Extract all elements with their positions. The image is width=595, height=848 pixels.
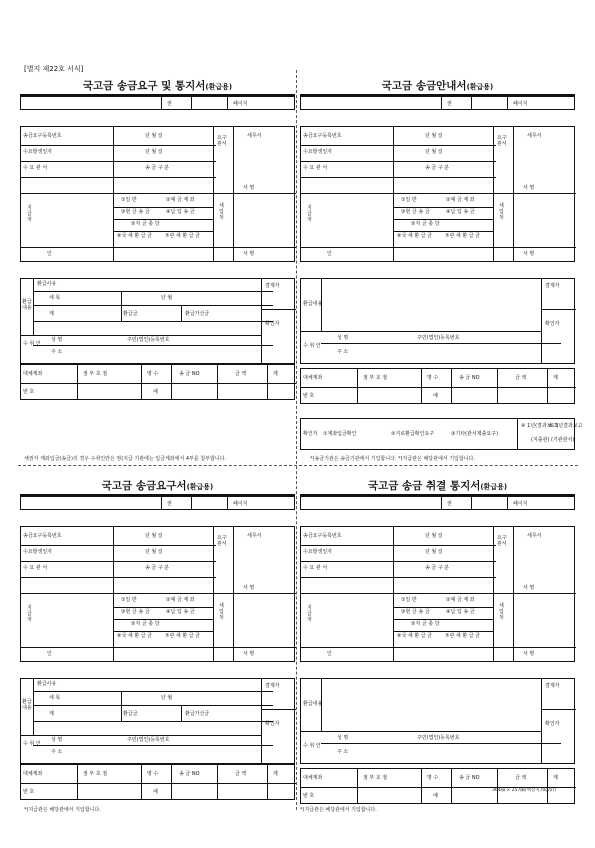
type-account: ②예 금 계 좌	[166, 197, 195, 203]
refund-item-label: 세 목	[49, 695, 61, 701]
dept-code-label: 수 요 관 서	[23, 565, 48, 571]
note-bottom-left: *(지급관은 해당관에서 기입합니다.	[24, 807, 101, 813]
bank-col-5: 계	[273, 371, 278, 377]
number-label: 번 호	[23, 789, 35, 795]
notice-option-5-sub: (기관관서)	[551, 437, 575, 443]
recipient-label: 수 취 인	[23, 741, 41, 747]
recipient-name-label: 성 명	[51, 337, 63, 343]
form-title-text: 국고금 송금요구 및 통지서	[82, 80, 206, 92]
bank-col-1: 점 부 호 점	[363, 775, 388, 781]
seal-label: 인	[327, 251, 332, 257]
type-deposit: ④납 입 송 금	[166, 209, 195, 215]
type-customs: ⑦관 세 환 급 금	[165, 233, 200, 239]
type-fund: ⑤자 금 충 당	[411, 221, 440, 227]
bank-col-3: 송 금 NO	[459, 375, 480, 381]
number-label: 번 호	[303, 393, 315, 399]
number-label: 번 호	[303, 793, 315, 799]
pay-place-label: 지 급 처	[27, 605, 32, 623]
recipient-label: 수 취 인	[303, 743, 321, 749]
bank-col-4: 금 액	[515, 775, 527, 781]
notice-option-3: ③기타(관서제출요구)	[451, 431, 499, 437]
sign-label: 서 명	[243, 585, 255, 591]
issue-date-label: 수요발생일자	[23, 149, 52, 155]
tax-office-label: 세무서	[527, 533, 542, 539]
type-deposit: ④납 입 송 금	[446, 209, 475, 215]
recipient-id-label: 주민(법인)등록번호	[127, 737, 170, 743]
type-customs: ⑦관 세 환 급 금	[165, 633, 200, 639]
bank-transfer-label: 대체계좌	[23, 371, 43, 377]
sender-kind-label: 송 금 구 분	[145, 565, 170, 571]
type-account: ②예 금 계 좌	[166, 597, 195, 603]
checker-label: 확인자	[545, 721, 560, 727]
refund-content-label: 환급내용	[303, 301, 323, 307]
type-national-tax: ⑥국 세 환 급 금	[117, 233, 152, 239]
form-title	[300, 78, 575, 93]
seal-label-2: 서 명	[243, 251, 255, 257]
notice-option-4-sub: (지출관)	[531, 437, 550, 443]
recipient-id-label: 주민(법인)등록번호	[417, 735, 460, 741]
note-bottom-right: *(지급관은 해당관에서 기입합니다.	[300, 807, 377, 813]
recipient-addr-label: 주 소	[337, 749, 349, 755]
recipient-label: 수 취 인	[23, 341, 41, 347]
sender-kind-label: 송 금 구 분	[145, 165, 170, 171]
bank-seal: 예	[433, 393, 438, 399]
income-place-label: 세 입 처	[499, 203, 504, 221]
date-value: 년 월 일	[145, 533, 163, 539]
refund-extra-label: 환급가산금	[185, 711, 210, 717]
volume-label: 권	[167, 101, 172, 107]
sign-label: 서 명	[243, 185, 255, 191]
tax-office-label: 세무서	[527, 133, 542, 139]
request-office-label: 요구관서	[217, 535, 227, 547]
form-title-suffix: (환급용)	[466, 83, 494, 91]
issue-date-label: 수요발생일자	[303, 549, 332, 555]
bank-col-1: 점 부 호 점	[363, 375, 388, 381]
checker-label: 확인자	[545, 321, 560, 327]
volume-label: 권	[447, 101, 452, 107]
form-2	[300, 78, 575, 448]
seal-label: 인	[47, 651, 52, 657]
recipient-name-label: 성 명	[337, 735, 349, 741]
pay-place-label: 지 급 처	[307, 205, 312, 223]
type-customs: ⑦관 세 환 급 금	[445, 233, 480, 239]
form-title	[20, 78, 295, 93]
bank-col-1: 점 부 호 점	[83, 771, 108, 777]
volume-label: 권	[167, 501, 172, 507]
recipient-addr-label: 주 소	[51, 349, 63, 355]
form-title-suffix: (환급용)	[480, 483, 508, 491]
issue-date-value: 년 월 일	[145, 149, 163, 155]
type-national-tax: ⑥국 세 환 급 금	[397, 633, 432, 639]
dept-code-label: 수 요 관 서	[303, 165, 328, 171]
bank-col-5: 계	[273, 771, 278, 777]
request-office-label: 요구관서	[497, 135, 507, 147]
type-general: ①일 반	[121, 597, 137, 603]
page-label: 페이지	[513, 501, 528, 507]
date-value: 년 월 일	[425, 133, 443, 139]
bank-col-2: 명 수	[427, 375, 439, 381]
notice-option-2: ②지로환급확인요구	[391, 431, 435, 437]
receipt-no-label: 송금요구등록번호	[303, 133, 342, 139]
notice-row-box	[300, 418, 583, 450]
bank-col-3: 송 금 NO	[179, 771, 200, 777]
number-label: 번 호	[23, 389, 35, 395]
seal-label-2: 서 명	[523, 651, 535, 657]
type-customs: ⑦관 세 환 급 금	[445, 633, 480, 639]
refund-content-label: 환급내용	[303, 701, 323, 707]
bank-col-2: 명 수	[147, 371, 159, 377]
income-place-label: 세 입 처	[219, 203, 224, 221]
recipient-addr-label: 주 소	[337, 349, 349, 355]
type-deposit: ④납 입 송 금	[446, 609, 475, 615]
type-fund: ⑤자 금 충 당	[131, 221, 160, 227]
receipt-no-label: 송금요구등록번호	[303, 533, 342, 539]
recipient-name-label: 성 명	[337, 335, 349, 341]
notice-label: 확인자	[303, 431, 318, 437]
bank-col-5: 계	[553, 775, 558, 781]
type-national-tax: ⑥국 세 환 급 금	[397, 233, 432, 239]
type-cash: ③현 금 송 금	[121, 609, 150, 615]
refund-content-label: 환급내용	[22, 299, 32, 311]
bank-col-2: 명 수	[427, 775, 439, 781]
bank-seal: 예	[153, 389, 158, 395]
notice-option-1: ①계좌입금확인	[323, 431, 357, 437]
issue-date-label: 수요발생일자	[303, 149, 332, 155]
refund-reason-label: 환급사유	[37, 681, 57, 687]
type-deposit: ④납 입 송 금	[166, 609, 195, 615]
form-title-text: 국고금 송금요구서	[101, 480, 187, 492]
page-label: 페이지	[233, 101, 248, 107]
receipt-no-label: 송금요구등록번호	[23, 533, 62, 539]
tax-office-label: 세무서	[247, 133, 262, 139]
approver-label: 결재자	[265, 283, 280, 289]
refund-sum-label: 계	[49, 311, 54, 317]
seal-label-2: 서 명	[243, 651, 255, 657]
type-general: ①일 반	[401, 197, 417, 203]
bank-col-4: 금 액	[235, 371, 247, 377]
checker-label: 확인자	[265, 721, 280, 727]
issue-date-value: 년 월 일	[425, 549, 443, 555]
date-value: 년 월 일	[425, 533, 443, 539]
bank-col-3: 송 금 NO	[179, 371, 200, 377]
notice-option-4: ④ 1년(결과보고)	[521, 423, 559, 429]
sign-label: 서 명	[523, 185, 535, 191]
refund-item-label: 세 목	[49, 295, 61, 301]
volume-label: 권	[447, 501, 452, 507]
recipient-id-label: 주민(법인)등록번호	[417, 335, 460, 341]
bank-seal: 예	[153, 789, 158, 795]
form-title	[300, 478, 575, 493]
pay-place-label: 지 급 처	[27, 205, 32, 223]
paper-spec: 364㎜ × 257㎜(백상지70g/㎡)	[492, 788, 556, 793]
refund-sum-label: 계	[49, 711, 54, 717]
dept-code-label: 수 요 관 서	[23, 165, 48, 171]
income-place-label: 세 입 처	[499, 603, 504, 621]
type-account: ②예 금 계 좌	[446, 197, 475, 203]
recipient-id-label: 주민(법인)등록번호	[127, 337, 170, 343]
type-fund: ⑤자 금 충 당	[411, 621, 440, 627]
page-label: 페이지	[513, 101, 528, 107]
bank-col-5: 계	[553, 375, 558, 381]
type-national-tax: ⑥국 세 환 급 금	[117, 633, 152, 639]
date-value: 년 월 일	[145, 133, 163, 139]
pay-place-label: 지 급 처	[307, 605, 312, 623]
approver-label: 결재자	[265, 683, 280, 689]
request-office-label: 요구관서	[217, 135, 227, 147]
issue-date-value: 년 월 일	[145, 549, 163, 555]
bank-col-3: 송 금 NO	[459, 775, 480, 781]
bank-col-4: 금 액	[235, 771, 247, 777]
approver-label: 결재자	[545, 283, 560, 289]
dept-code-label: 수 요 관 서	[303, 565, 328, 571]
type-general: ①일 반	[121, 197, 137, 203]
horizontal-cut-line	[18, 465, 578, 466]
form-title-text: 국고금 송금안내서	[381, 80, 467, 92]
refund-reason-label: 환급사유	[37, 281, 57, 287]
refund-content-label: 환급내용	[22, 699, 32, 711]
request-office-label: 요구관서	[497, 535, 507, 547]
issue-date-value: 년 월 일	[425, 149, 443, 155]
recipient-name-label: 성 명	[51, 737, 63, 743]
bank-col-2: 명 수	[147, 771, 159, 777]
page-label: 페이지	[233, 501, 248, 507]
sender-kind-label: 송 금 구 분	[425, 565, 450, 571]
type-cash: ③현 금 송 금	[121, 209, 150, 215]
bank-seal: 예	[433, 793, 438, 799]
type-cash: ③현 금 송 금	[401, 609, 430, 615]
bank-transfer-label: 대체계좌	[303, 775, 323, 781]
checker-label: 확인자	[265, 321, 280, 327]
type-fund: ⑤자 금 충 당	[131, 621, 160, 627]
bank-col-4: 금 액	[515, 375, 527, 381]
refund-year-label: 년 월	[161, 295, 173, 301]
seal-label: 인	[47, 251, 52, 257]
issue-date-label: 수요발생일자	[23, 549, 52, 555]
form-title-suffix: (환급용)	[205, 83, 233, 91]
form-title-text: 국고금 송금 취결 통지서	[367, 480, 481, 492]
notice-option-5: ⑤ 1년결과보고	[549, 423, 583, 429]
bank-transfer-label: 대체계좌	[23, 771, 43, 777]
refund-extra-label: 환급가산금	[185, 311, 210, 317]
approver-label: 결재자	[545, 683, 560, 689]
seal-label-2: 서 명	[523, 251, 535, 257]
type-account: ②예 금 계 좌	[446, 597, 475, 603]
bank-transfer-label: 대체계좌	[303, 375, 323, 381]
recipient-label: 수 취 인	[303, 343, 321, 349]
form-3	[20, 478, 295, 848]
type-general: ①일 반	[401, 597, 417, 603]
form-title-suffix: (환급용)	[186, 483, 214, 491]
note-top-right: *(송금기관은 송금기관에서 기입합니다. *(지급관은 해당관에서 기입합니다.	[310, 456, 475, 462]
note-top-left: 체권자 계좌입금(송금)의 경우 수취인란은 영(지급 기관에는 입금계좌에서 4부를 첨부합니다.	[24, 456, 227, 462]
type-cash: ③현 금 송 금	[401, 209, 430, 215]
refund-amount-label: 환급금	[123, 311, 138, 317]
form-title	[20, 478, 295, 493]
refund-year-label: 년 월	[161, 695, 173, 701]
receipt-no-label: 송금요구등록번호	[23, 133, 62, 139]
form-1	[20, 78, 295, 448]
sender-kind-label: 송 금 구 분	[425, 165, 450, 171]
form-number: [별지 제22호 서식]	[24, 65, 84, 73]
recipient-addr-label: 주 소	[51, 749, 63, 755]
vertical-cut-line	[296, 70, 297, 810]
sign-label: 서 명	[523, 585, 535, 591]
refund-amount-label: 환급금	[123, 711, 138, 717]
income-place-label: 세 입 처	[219, 603, 224, 621]
seal-label: 인	[327, 651, 332, 657]
bank-col-1: 점 부 호 점	[83, 371, 108, 377]
tax-office-label: 세무서	[247, 533, 262, 539]
